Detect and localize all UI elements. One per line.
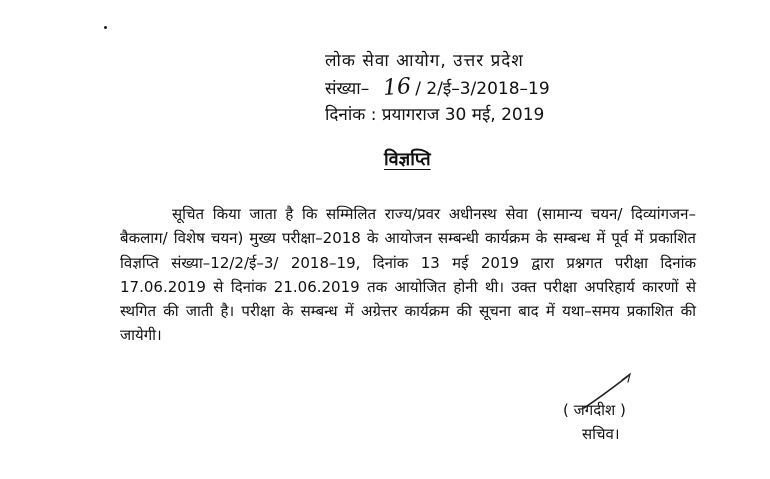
reference-number-label: संख्या– [325, 79, 370, 99]
signatory-designation: सचिव। [582, 425, 620, 443]
handwritten-number: 16 [382, 74, 413, 101]
organization-name: लोक सेवा आयोग, उत्तर प्रदेश [325, 51, 524, 71]
signatory-name: ( जगदीश ) [563, 401, 626, 419]
reference-number-suffix: / 2/ई–3/2018–19 [415, 79, 550, 99]
notice-body: सूचित किया जाता है कि सम्मिलित राज्य/प्रवर अधीनस्थ सेवा (सामान्य चयन/ दिव्यांगजन– बैकलाग/ विशेष चयन) मुख्य परीक्षा–2018 के आयोजन सम्बन्धी कार्यक्रम के सम्बन्ध में पूर्व में प्रकाशित विज्ञप्ति संख्या–12/2/ई–3/ 2018–19, दिनांक 13 मई 2019 द्वारा प्रश्नगत परीक्षा दिनांक 17.06.2019 से दिनांक 21.06.2019 तक आयोजित होनी थी। उक्त परीक्षा अपरिहार्य कारणों से स्थगित की जाती है। परीक्षा के सम्बन्ध में अग्रेत्तर कार्यक्रम की सूचना बाद में यथा–समय प्रकाशित की जायेगी। [120, 205, 696, 345]
reference-number [325, 75, 550, 100]
issue-date: दिनांक : प्रयागराज 30 मई, 2019 [325, 105, 545, 125]
scan-speck [104, 26, 107, 29]
notice-title: विज्ञप्ति [384, 149, 431, 170]
